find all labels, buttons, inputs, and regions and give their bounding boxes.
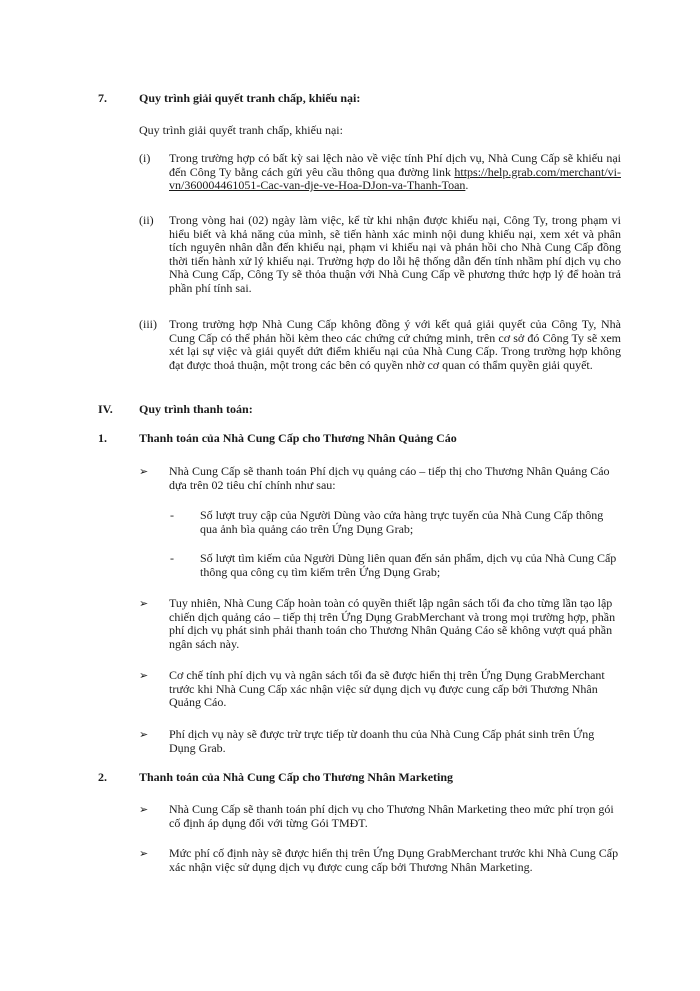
dash-marker: -: [170, 551, 174, 565]
section-iv-number: IV.: [98, 402, 113, 416]
arrow-bullet-icon: ➢: [139, 669, 149, 682]
dash-marker: -: [170, 508, 174, 522]
sub1-dash-2: Số lượt tìm kiếm của Người Dùng liên quan đến sản phẩm, dịch vụ của Nhà Cung Cấp thông qua công cụ tìm kiếm trên Ứng Dụng Grab;: [200, 551, 617, 579]
subsection-2-title: Thanh toán của Nhà Cung Cấp cho Thương Nhân Marketing: [139, 770, 454, 784]
sub1-dash-1: Số lượt truy cập của Người Dùng vào cửa hàng trực tuyến của Nhà Cung Cấp thông qua ảnh bìa quảng cáo trên Ứng Dụng Grab;: [200, 508, 604, 536]
item-iii-marker: (iii): [139, 317, 157, 331]
item-iii-text: Trong trường hợp Nhà Cung Cấp không đồng ý với kết quả giải quyết của Công Ty, Nhà Cung Cấp có thể phản hồi kèm theo các chứng cứ chứng minh, trên cơ sở đó Công Ty sẽ xem xét lại sự việc và giải quyết dứt điểm khiếu nại của Nhà Cung Cấp. Trong trường hợp không đạt được thoả thuận, một trong các bên có quyền nhờ cơ quan có thẩm quyền giải quyết.: [169, 317, 621, 372]
section-7-intro: Quy trình giải quyết tranh chấp, khiếu nại:: [139, 123, 343, 137]
arrow-bullet-icon: ➢: [139, 728, 149, 741]
sub1-bullet-4: Phí dịch vụ này sẽ được trừ trực tiếp từ doanh thu của Nhà Cung Cấp phát sinh trên Ứng Dụng Grab.: [169, 727, 595, 755]
arrow-bullet-icon: ➢: [139, 847, 149, 860]
item-i-text-before: Trong trường hợp có bất kỳ sai lệch nào về việc tính Phí dịch vụ, Nhà Cung Cấp sẽ khiếu nại đến Công Ty bằng cách gửi yêu cầu thông qua đường link: [169, 151, 621, 179]
section-7-number: 7.: [98, 91, 107, 105]
item-ii-marker: (ii): [139, 213, 154, 227]
item-i-text: [169, 152, 621, 193]
arrow-bullet-icon: ➢: [139, 597, 149, 610]
subsection-1-title: Thanh toán của Nhà Cung Cấp cho Thương Nhân Quảng Cáo: [139, 431, 457, 445]
subsection-1-number: 1.: [98, 431, 107, 445]
sub1-bullet-3: Cơ chế tính phí dịch vụ và ngân sách tối đa sẽ được hiển thị trên Ứng Dụng GrabMerchant trước khi Nhà Cung Cấp xác nhận việc sử dụng dịch vụ được cung cấp bởi Thương Nhân Quảng Cáo.: [169, 668, 605, 710]
item-ii-text: Trong vòng hai (02) ngày làm việc, kể từ khi nhận được khiếu nại, Công Ty, trong phạm vi hiểu biết và khả năng của mình, sẽ tiến hành xác minh nội dung khiếu nại, xem xét và phân tích nguyên nhân dẫn đến khiếu nại, phạm vi khiếu nại và phản hồi cho Nhà Cung Cấp đồng thời tiến hành xử lý khiếu nại. Trường hợp do lỗi hệ thống dẫn đến tính nhầm phí dịch vụ cho Nhà Cung Cấp, Công Ty sẽ thỏa thuận với Nhà Cung Cấp về phương thức hợp lý để hoàn trả phần phí tính sai.: [169, 213, 621, 295]
arrow-bullet-icon: ➢: [139, 465, 149, 478]
item-i-text-after: .: [465, 178, 469, 193]
subsection-2-number: 2.: [98, 770, 107, 784]
section-iv-title: Quy trình thanh toán:: [139, 402, 253, 416]
sub2-bullet-1: Nhà Cung Cấp sẽ thanh toán phí dịch vụ cho Thương Nhân Marketing theo mức phí trọn gói cố định áp dụng đối với từng Gói TMĐT.: [169, 802, 614, 830]
section-7-title: Quy trình giải quyết tranh chấp, khiếu nại:: [139, 91, 361, 105]
help-link[interactable]: https://help.grab.com/merchant/vi-vn/360004461051-Cac-van-dje-ve-Hoa-DJon-va-Thanh-Toan: [169, 164, 621, 193]
arrow-bullet-icon: ➢: [139, 803, 149, 816]
sub2-bullet-2: Mức phí cố định này sẽ được hiển thị trên Ứng Dụng GrabMerchant trước khi Nhà Cung Cấp xác nhận việc sử dụng dịch vụ được cung cấp bởi Thương Nhân Marketing.: [169, 846, 619, 874]
sub1-bullet-1: Nhà Cung Cấp sẽ thanh toán Phí dịch vụ quảng cáo – tiếp thị cho Thương Nhân Quảng Cáo dựa trên 02 tiêu chí chính như sau:: [169, 464, 610, 492]
item-i-marker: (i): [139, 151, 151, 165]
sub1-bullet-2: Tuy nhiên, Nhà Cung Cấp hoàn toàn có quyền thiết lập ngân sách tối đa cho từng lần tạo lập chiến dịch quảng cáo – tiếp thị trên Ứng Dụng GrabMerchant và trong mọi trường hợp, phần phí dịch vụ phát sinh phải thanh toán cho Thương Nhân Quảng Cáo sẽ không vượt quá phần ngân sách này.: [169, 596, 616, 651]
